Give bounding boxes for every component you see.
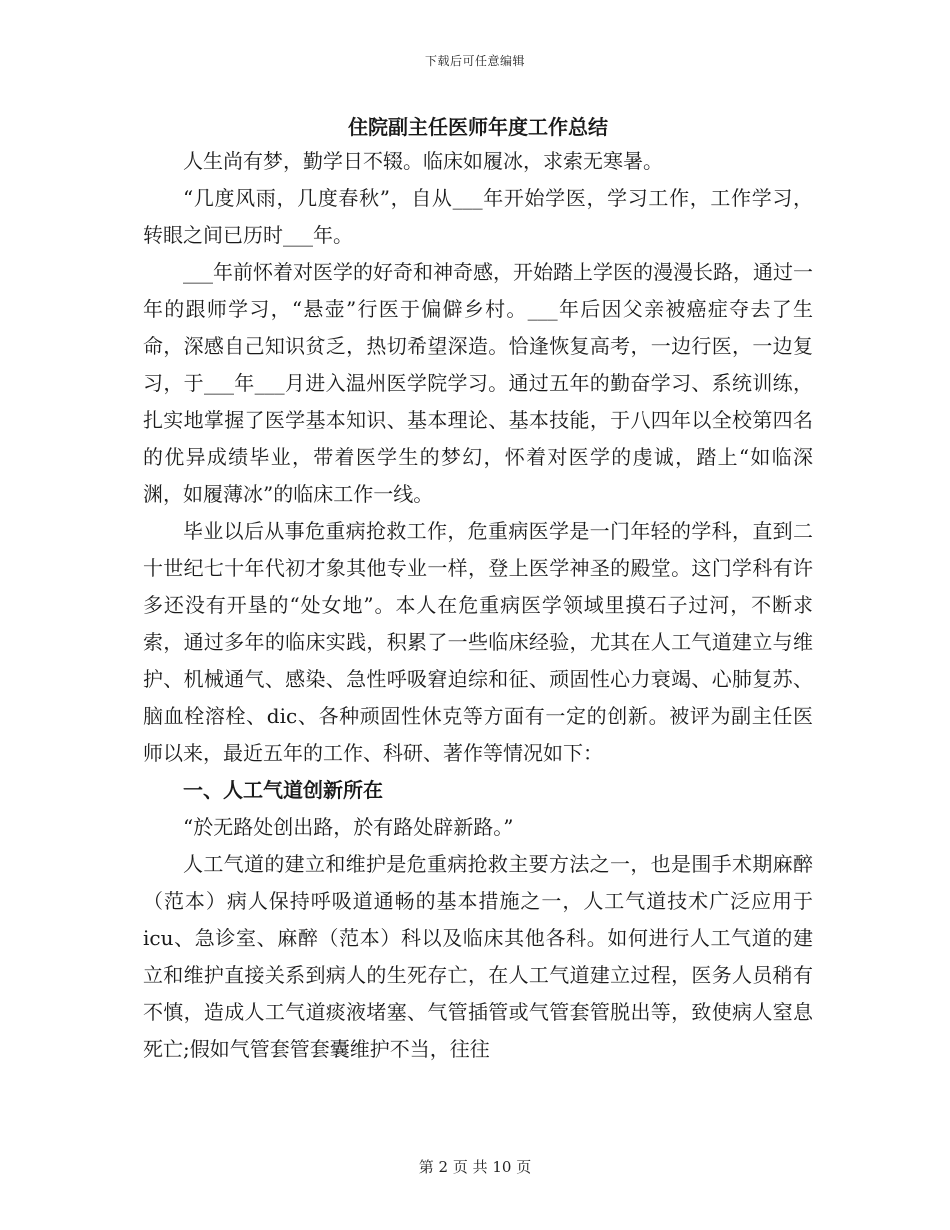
paragraph-motto: 人生尚有梦，勤学日不辍。临床如履冰，求索无寒暑。 — [183, 149, 663, 173]
document-body — [143, 112, 813, 1068]
paragraph-section-body: 人工气道的建立和维护是危重病抢救主要方法之一，也是围手术期麻醉（范本）病人保持呼吸道通畅的基本措施之一，人工气道技术广泛应用于icu、急诊室、麻醉（范本）科以及临床其他各科。如何进行人工气道的建立和维护直接关系到病人的生死存亡，在人工气道建立过程，医务人员稍有不慎，造成人工气道痰液堵塞、气管插管或气管套管脱出等，致使病人窒息死亡;假如气管套管套囊维护不当，往往 — [143, 852, 813, 1061]
paragraph-section-quote: “於无路处创出路，於有路处辟新路。” — [183, 815, 514, 839]
document-title: 住院副主任医师年度工作总结 — [348, 115, 608, 139]
page-header-note: 下载后可任意编辑 — [424, 54, 525, 68]
paragraph-career: 毕业以后从事危重病抢救工作，危重病医学是一门年轻的学科，直到二十世纪七十年代初才象其他专业一样，登上医学神圣的殿堂。这门学科有许多还没有开垦的“处女地”。本人在危重病医学领域里摸石子过河，不断求索，通过多年的临床实践，积累了一些临床经验，尤其在人工气道建立与维护、机械通气、感染、急性呼吸窘迫综和征、顽固性心力衰竭、心肺复苏、脑血栓溶栓、dic、各种顽固性休克等方面有一定的创新。被评为副主任医师以来，最近五年的工作、科研、著作等情况如下： — [143, 519, 813, 765]
page-footer-number: 第 2 页 共 10 页 — [418, 1158, 532, 1176]
paragraph-intro: “几度风雨，几度春秋”，自从___年开始学医，学习工作，工作学习，转眼之间已历时___年。 — [143, 186, 813, 247]
section-heading-artificial-airway: 一、人工气道创新所在 — [183, 778, 383, 802]
paragraph-background: ___年前怀着对医学的好奇和神奇感，开始踏上学医的漫漫长路，通过一年的跟师学习，“悬壶”行医于偏僻乡村。___年后因父亲被癌症夺去了生命，深感自己知识贫乏，热切希望深造。恰逢恢复高考，一边行医，一边复习，于___年___月进入温州医学院学习。通过五年的勤奋学习、系统训练，扎实地掌握了医学基本知识、基本理论、基本技能，于八四年以全校第四名的优异成绩毕业，带着医学生的梦幻，怀着对医学的虔诚，踏上“如临深渊，如履薄冰”的临床工作一线。 — [143, 260, 813, 506]
